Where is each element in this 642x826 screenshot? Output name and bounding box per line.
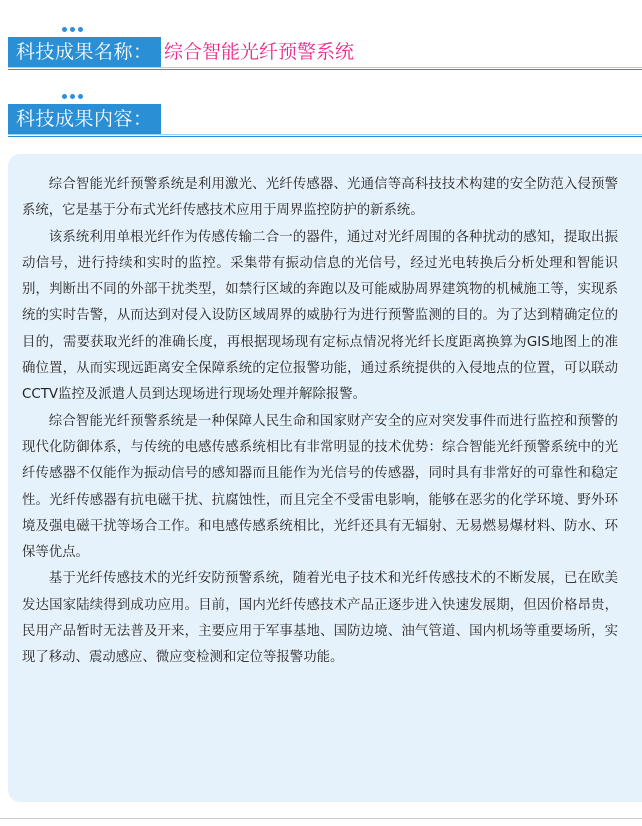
paragraph-advantages: 综合智能光纤预警系统是一种保障人民生命和国家财产安全的应对突发事件而进行监控和预警的现代化防御体系，与传统的电感传感系统相比有非常明显的技术优势：综合智能光纤预警系统中的光纤传感器不仅能作为振动信号的感知器而且能作为光信号的传感器，同时具有非常好的可靠性和稳定性。光纤传感器有抗电磁干扰、抗腐蚀性，而且完全不受雷电影响，能够在恶劣的化学环境、野外环境及强电磁干扰等场合工作。和电感传感系统相比，光纤还具有无辐射、无易燃易爆材料、防水、环保等优点。 — [22, 413, 618, 561]
content-panel — [8, 154, 642, 802]
heading-divider — [8, 69, 642, 70]
decorative-dots — [62, 94, 83, 99]
paragraph-principle: 该系统利用单根光纤作为传感传输二合一的器件，通过对光纤周围的各种扰动的感知，提取出振动信号，进行持续和实时的监控。采集带有振动信息的光信号，经过光电转换后分析处理和智能识别，判断出不同的外部干扰类型，如禁行区域的奔跑以及可能威胁周界建筑物的机械施工等，实现系统的实时告警，从而达到对侵入设防区域周界的威胁行为进行预警监测的目的。为了达到精确定位的目的，需要获取光纤的准确长度，再根据现场现有定标点情况将光纤长度距离换算为GIS地图上的准确位置，从而实现远距离安全保障系统的定位报警功能，通过系统提供的入侵地点的位置，可以联动CCTV监控及派遣人员到达现场进行现场处理并解除报警。 — [22, 229, 618, 403]
content-heading — [8, 104, 642, 134]
title-heading — [8, 37, 642, 67]
heading-divider — [8, 136, 642, 137]
decorative-dots — [62, 27, 83, 32]
paragraph-applications: 基于光纤传感技术的光纤安防预警系统，随着光电子技术和光纤传感技术的不断发展，已在欧美发达国家陆续得到成功应用。目前，国内光纤传感技术产品正逐步进入快速发展期，但因价格昂贵，民用产品暂时无法普及开来，主要应用于军事基地、国防边境、油气管道、国内机场等重要场所，实现了移动、震动感应、微应变检测和定位等报警功能。 — [22, 571, 618, 666]
bottom-divider — [0, 818, 642, 819]
heading-divider — [8, 134, 642, 135]
content-label: 科技成果内容： — [8, 104, 161, 134]
heading-divider — [8, 67, 642, 68]
title-label: 科技成果名称： — [8, 37, 161, 67]
paragraph-intro: 综合智能光纤预警系统是利用激光、光纤传感器、光通信等高科技技术构建的安全防范入侵预警系统，它是基于分布式光纤传感技术应用于周界监控防护的新系统。 — [22, 177, 618, 219]
achievement-name: 综合智能光纤预警系统 — [164, 41, 355, 63]
